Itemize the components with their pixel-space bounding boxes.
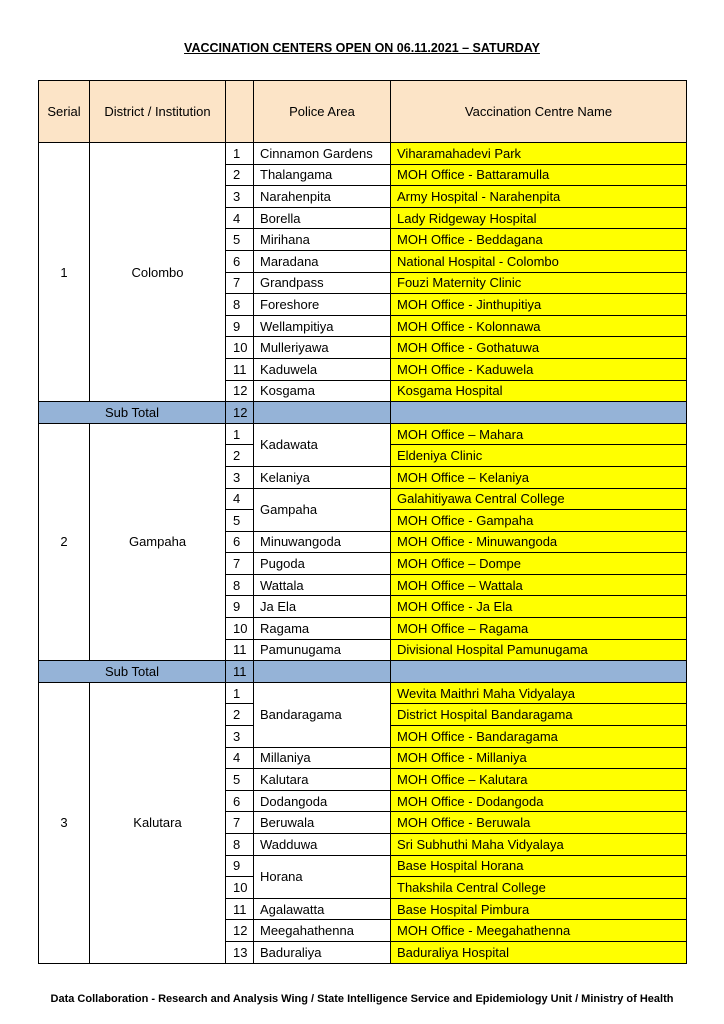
vaccination-centre-cell: Divisional Hospital Pamunugama — [391, 639, 687, 661]
vaccination-centre-cell: Galahitiyawa Central College — [391, 488, 687, 510]
police-area-cell: Dodangoda — [254, 790, 391, 812]
police-area-cell: Wadduwa — [254, 834, 391, 856]
header-centre-name: Vaccination Centre Name — [391, 81, 687, 143]
row-number-cell: 8 — [226, 834, 254, 856]
police-area-cell: Meegahathenna — [254, 920, 391, 942]
table-body — [39, 143, 687, 964]
serial-cell: 2 — [39, 423, 90, 661]
police-area-cell: Wellampitiya — [254, 315, 391, 337]
police-area-cell: Mirihana — [254, 229, 391, 251]
vaccination-centre-cell: MOH Office – Ragama — [391, 618, 687, 640]
row-number-cell: 2 — [226, 445, 254, 467]
page-title: VACCINATION CENTERS OPEN ON 06.11.2021 – SATURDAY — [184, 41, 540, 55]
serial-cell: 1 — [39, 143, 90, 402]
vaccination-centre-cell: MOH Office - Kaduwela — [391, 358, 687, 380]
police-area-cell: Kadawata — [254, 423, 391, 466]
subtotal-row — [39, 661, 687, 683]
police-area-cell: Foreshore — [254, 294, 391, 316]
police-area-cell: Grandpass — [254, 272, 391, 294]
row-number-cell: 4 — [226, 488, 254, 510]
row-number-cell: 13 — [226, 941, 254, 963]
vaccination-centre-cell: Baduraliya Hospital — [391, 941, 687, 963]
vaccination-centre-cell: Army Hospital - Narahenpita — [391, 186, 687, 208]
subtotal-value: 11 — [226, 661, 254, 683]
vaccination-centre-cell: Kosgama Hospital — [391, 380, 687, 402]
row-number-cell: 2 — [226, 704, 254, 726]
police-area-cell: Gampaha — [254, 488, 391, 531]
vaccination-centre-cell: National Hospital - Colombo — [391, 250, 687, 272]
vaccination-centre-cell: MOH Office – Mahara — [391, 423, 687, 445]
vaccination-centre-cell: MOH Office - Millaniya — [391, 747, 687, 769]
police-area-cell: Bandaragama — [254, 682, 391, 747]
row-number-cell: 2 — [226, 164, 254, 186]
vaccination-centre-cell: MOH Office - Kolonnawa — [391, 315, 687, 337]
police-area-cell: Millaniya — [254, 747, 391, 769]
vaccination-centre-cell: Lady Ridgeway Hospital — [391, 207, 687, 229]
police-area-cell: Minuwangoda — [254, 531, 391, 553]
header-number — [226, 81, 254, 143]
footer-credit: Data Collaboration - Research and Analysis Wing / State Intelligence Service and Epidemiology Unit / Ministry of Health — [50, 993, 674, 1005]
row-number-cell: 8 — [226, 574, 254, 596]
table-row — [39, 423, 687, 445]
row-number-cell: 5 — [226, 510, 254, 532]
vaccination-centre-cell: Thakshila Central College — [391, 877, 687, 899]
subtotal-empty — [254, 661, 391, 683]
row-number-cell: 7 — [226, 553, 254, 575]
subtotal-empty — [391, 402, 687, 424]
subtotal-label: Sub Total — [39, 661, 226, 683]
header-row — [39, 81, 687, 143]
vaccination-centre-cell: MOH Office - Battaramulla — [391, 164, 687, 186]
vaccination-centres-table — [38, 80, 687, 964]
police-area-cell: Ja Ela — [254, 596, 391, 618]
row-number-cell: 10 — [226, 877, 254, 899]
vaccination-centre-cell: Sri Subhuthi Maha Vidyalaya — [391, 834, 687, 856]
subtotal-label: Sub Total — [39, 402, 226, 424]
row-number-cell: 8 — [226, 294, 254, 316]
row-number-cell: 9 — [226, 855, 254, 877]
police-area-cell: Beruwala — [254, 812, 391, 834]
police-area-cell: Maradana — [254, 250, 391, 272]
row-number-cell: 5 — [226, 229, 254, 251]
row-number-cell: 12 — [226, 920, 254, 942]
vaccination-centre-cell: MOH Office – Dompe — [391, 553, 687, 575]
row-number-cell: 3 — [226, 466, 254, 488]
row-number-cell: 4 — [226, 207, 254, 229]
vaccination-centre-cell: MOH Office - Meegahathenna — [391, 920, 687, 942]
row-number-cell: 10 — [226, 337, 254, 359]
vaccination-centre-cell: MOH Office – Wattala — [391, 574, 687, 596]
police-area-cell: Thalangama — [254, 164, 391, 186]
vaccination-centre-cell: MOH Office - Jinthupitiya — [391, 294, 687, 316]
subtotal-empty — [391, 661, 687, 683]
row-number-cell: 6 — [226, 790, 254, 812]
vaccination-centre-cell: Base Hospital Pimbura — [391, 898, 687, 920]
vaccination-centre-cell: MOH Office – Kalutara — [391, 769, 687, 791]
row-number-cell: 6 — [226, 250, 254, 272]
row-number-cell: 1 — [226, 682, 254, 704]
district-cell: Colombo — [90, 143, 226, 402]
police-area-cell: Borella — [254, 207, 391, 229]
row-number-cell: 1 — [226, 143, 254, 165]
row-number-cell: 12 — [226, 380, 254, 402]
police-area-cell: Horana — [254, 855, 391, 898]
vaccination-centre-cell: Viharamahadevi Park — [391, 143, 687, 165]
row-number-cell: 3 — [226, 726, 254, 748]
police-area-cell: Ragama — [254, 618, 391, 640]
row-number-cell: 11 — [226, 898, 254, 920]
row-number-cell: 1 — [226, 423, 254, 445]
header-serial: Serial — [39, 81, 90, 143]
police-area-cell: Kosgama — [254, 380, 391, 402]
row-number-cell: 9 — [226, 596, 254, 618]
vaccination-centre-cell: MOH Office – Kelaniya — [391, 466, 687, 488]
row-number-cell: 5 — [226, 769, 254, 791]
row-number-cell: 7 — [226, 812, 254, 834]
police-area-cell: Cinnamon Gardens — [254, 143, 391, 165]
vaccination-centre-cell: MOH Office - Gampaha — [391, 510, 687, 532]
police-area-cell: Kaduwela — [254, 358, 391, 380]
vaccination-centre-cell: MOH Office - Minuwangoda — [391, 531, 687, 553]
vaccination-centre-cell: Fouzi Maternity Clinic — [391, 272, 687, 294]
police-area-cell: Narahenpita — [254, 186, 391, 208]
police-area-cell: Baduraliya — [254, 941, 391, 963]
serial-cell: 3 — [39, 682, 90, 963]
vaccination-centre-cell: Eldeniya Clinic — [391, 445, 687, 467]
vaccination-centre-cell: MOH Office - Beddagana — [391, 229, 687, 251]
row-number-cell: 7 — [226, 272, 254, 294]
table-row — [39, 682, 687, 704]
police-area-cell: Kalutara — [254, 769, 391, 791]
subtotal-value: 12 — [226, 402, 254, 424]
police-area-cell: Wattala — [254, 574, 391, 596]
row-number-cell: 6 — [226, 531, 254, 553]
header-district: District / Institution — [90, 81, 226, 143]
table-row — [39, 143, 687, 165]
row-number-cell: 9 — [226, 315, 254, 337]
row-number-cell: 4 — [226, 747, 254, 769]
vaccination-centre-cell: MOH Office - Gothatuwa — [391, 337, 687, 359]
police-area-cell: Kelaniya — [254, 466, 391, 488]
vaccination-centre-cell: Base Hospital Horana — [391, 855, 687, 877]
police-area-cell: Mulleriyawa — [254, 337, 391, 359]
row-number-cell: 10 — [226, 618, 254, 640]
vaccination-centre-cell: MOH Office - Beruwala — [391, 812, 687, 834]
district-cell: Kalutara — [90, 682, 226, 963]
subtotal-row — [39, 402, 687, 424]
vaccination-centre-cell: District Hospital Bandaragama — [391, 704, 687, 726]
row-number-cell: 3 — [226, 186, 254, 208]
vaccination-centre-cell: MOH Office - Bandaragama — [391, 726, 687, 748]
police-area-cell: Agalawatta — [254, 898, 391, 920]
row-number-cell: 11 — [226, 639, 254, 661]
subtotal-empty — [254, 402, 391, 424]
vaccination-centre-cell: Wevita Maithri Maha Vidyalaya — [391, 682, 687, 704]
header-police-area: Police Area — [254, 81, 391, 143]
row-number-cell: 11 — [226, 358, 254, 380]
district-cell: Gampaha — [90, 423, 226, 661]
police-area-cell: Pamunugama — [254, 639, 391, 661]
vaccination-centre-cell: MOH Office - Dodangoda — [391, 790, 687, 812]
vaccination-centre-cell: MOH Office - Ja Ela — [391, 596, 687, 618]
police-area-cell: Pugoda — [254, 553, 391, 575]
